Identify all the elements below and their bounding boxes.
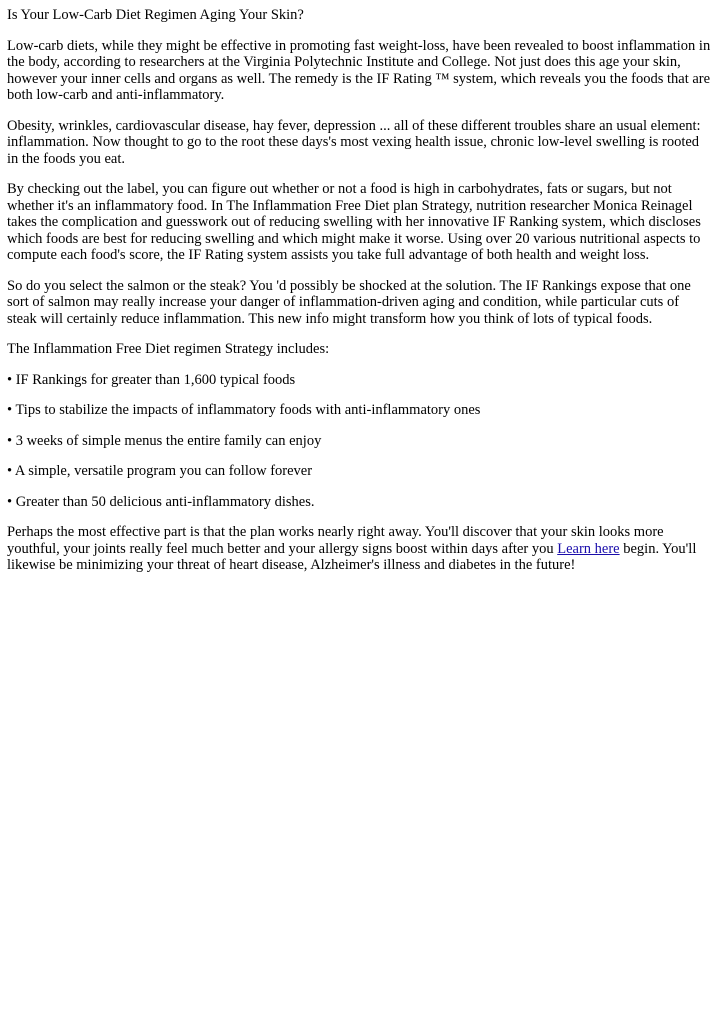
bullet-item: • IF Rankings for greater than 1,600 typical foods: [7, 371, 296, 388]
bullet-item: • Greater than 50 delicious anti-inflammatory dishes.: [7, 493, 315, 510]
paragraph-inflammation: Obesity, wrinkles, cardiovascular disease, hay fever, depression ... all of these different troubles share an usual element: inflammation. Now thought to go to the root these days's most vexing health issue, chronic low-level swelling is rooted in the foods you eat.: [7, 117, 701, 167]
bullet-item: • Tips to stabilize the impacts of inflammatory foods with anti-inflammatory ones: [7, 402, 481, 418]
paragraph-strategy-intro: The Inflammation Free Diet regimen Strategy includes:: [7, 341, 330, 357]
paragraph-salmon-steak: So do you select the salmon or the steak? You 'd possibly be shocked at the solution. The IF Rankings expose that one sort of salmon may really increase your danger of inflammation-driven aging and condition, while particular cuts of steak will certainly reduce inflammation. This new info might transform how you think of lots of typical foods.: [7, 277, 691, 327]
bullet-item: • A simple, versatile program you can follow forever: [7, 463, 313, 479]
paragraph-intro: Low-carb diets, while they might be effective in promoting fast weight-loss, have been revealed to boost inflammation in the body, according to researchers at the Virginia Polytechnic Institute and College. Not just does this age your skin, however your inner cells and organs as well. The remedy is the IF Rating ™ system, which reveals you the foods that are both low-carb and anti-inflammatory.: [7, 37, 711, 103]
conclusion-text-after: begin. You'll likewise be minimizing your threat of heart disease, Alzheimer's illness and diabetes in the future!: [7, 540, 697, 573]
paragraph-if-rating: By checking out the label, you can figure out whether or not a food is high in carbohydrates, fats or sugars, but not whether it's an inflammatory food. In The Inflammation Free Diet plan Strategy, nutrition researcher Monica Reinagel takes the complication and guesswork out of reducing swelling with her innovative IF Ranking system, which discloses which foods are best for reducing swelling and which might make it worse. Using over 20 various nutritional aspects to compute each food's score, the IF Rating system assists you take full advantage of both health and weight loss.: [7, 181, 701, 263]
paragraph-conclusion: [7, 524, 712, 574]
document-title: Is Your Low-Carb Diet Regimen Aging Your Skin?: [7, 7, 304, 23]
conclusion-text-before: Perhaps the most effective part is that the plan works nearly right away. You'll discover that your skin looks more youthful, your joints really feel much better and your allergy signs boost within days after you: [7, 524, 664, 557]
learn-here-link[interactable]: Learn here: [557, 540, 620, 557]
bullet-item: • 3 weeks of simple menus the entire family can enjoy: [7, 432, 322, 449]
